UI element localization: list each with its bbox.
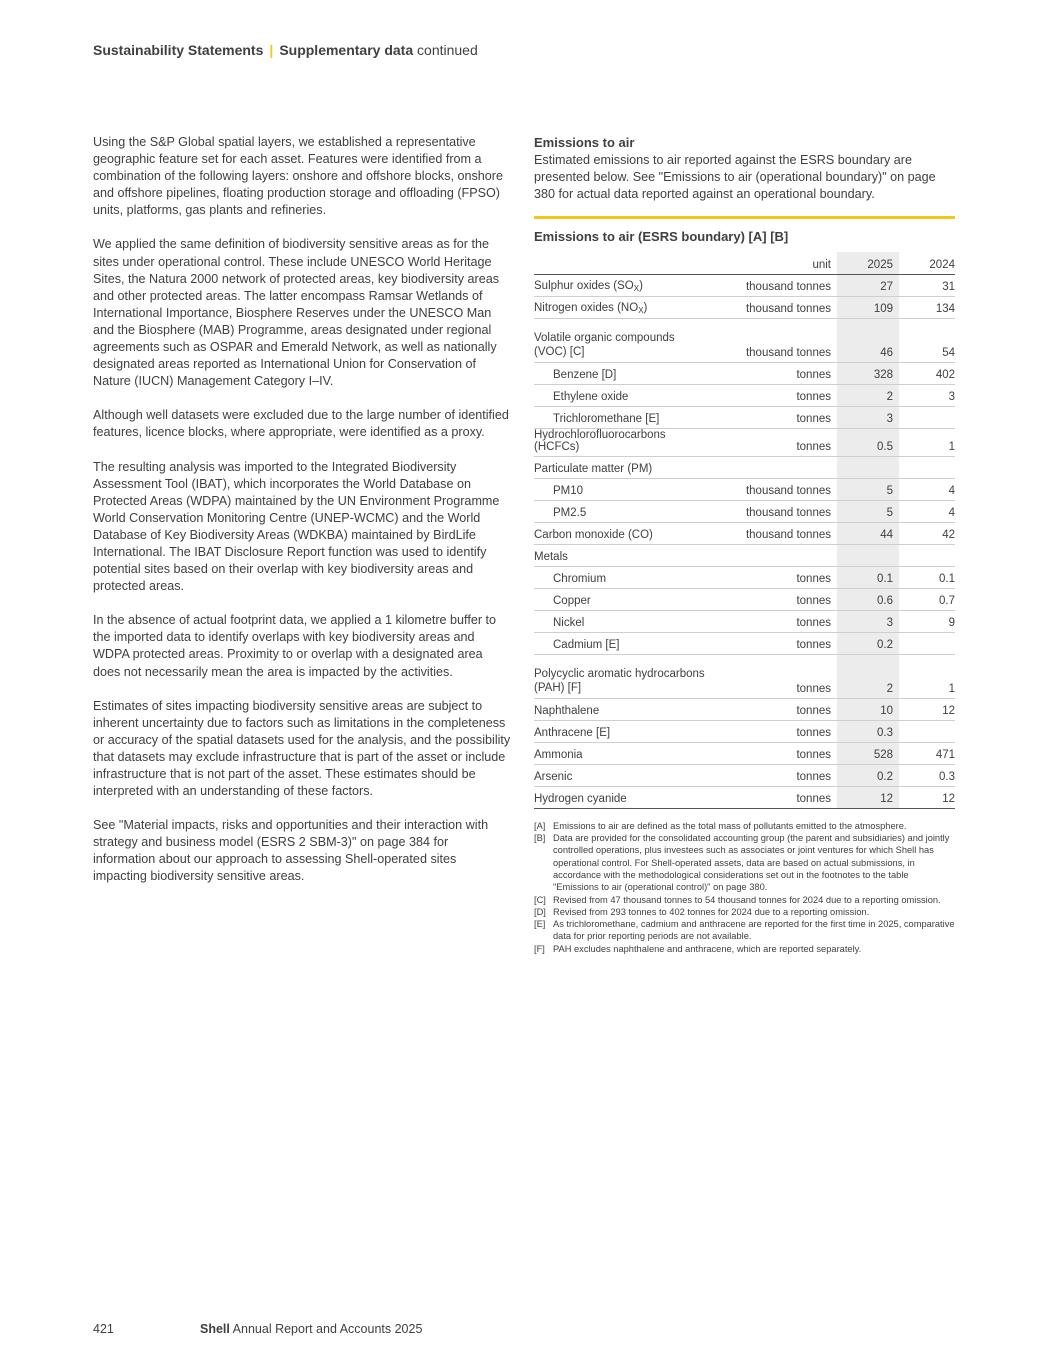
footnote-text: Revised from 293 tonnes to 402 tonnes for 2024 due to a reporting omission. [553,906,870,917]
footnote-key: [B] [534,833,546,844]
header-unit: unit [812,258,831,271]
table-row [534,384,955,406]
paragraph-well-datasets: Although well datasets were excluded due to the large number of identified features, licence blocks, where appropriate, were identified as a proxy. [93,408,509,440]
row-unit: tonnes [796,638,831,651]
table-row [534,786,955,808]
footnote [534,832,955,893]
row-value-2025: 0.2 [837,632,899,654]
header-continued: continued [417,42,478,58]
row-unit: thousand tonnes [745,528,831,541]
row-value-2024: 12 [942,704,955,717]
row-value-2024 [899,720,955,742]
row-value-2024 [899,632,955,654]
running-header [93,42,478,58]
label-text: Nitrogen oxides (NO [534,301,639,314]
paragraph-spatial-layers: Using the S&P Global spatial layers, we established a representative geographic feature set for each asset. Features were identified from a combination of the following layers: onshore and offshore blocks, onshore and offshore pipelines, floating production storage and offloading (FPSO) units, platforms, gas plants and refineries. [93,135,504,218]
label-subscript: X [638,305,644,315]
row-value-2025: 46 [837,318,899,362]
table-row [534,428,955,456]
row-label: Particulate matter (PM) [534,462,653,475]
row-unit: tonnes [796,792,831,805]
table-row [534,478,955,500]
footnote-text: As trichloromethane, cadmium and anthracene are reported for the first time in 2025, comparative data for prior reporting periods are not available. [553,919,955,942]
row-value-2025 [837,456,899,478]
row-value-2025: 109 [837,296,899,318]
row-unit: tonnes [796,594,831,607]
footer-report-title: Annual Report and Accounts 2025 [232,1322,423,1336]
table-row [534,610,955,632]
row-value-2024: 3 [948,390,955,403]
table-row [534,566,955,588]
row-value-2024: 0.3 [939,770,955,783]
row-value-2024 [899,456,955,478]
label-line-2: (PAH) [F] [534,681,582,694]
row-value-2024: 4 [948,506,955,519]
row-label [534,296,711,318]
row-value-2025: 3 [837,406,899,428]
row-value-2024: 0.1 [939,572,955,585]
label-line-2: (VOC) [C] [534,345,585,358]
row-unit: tonnes [796,704,831,717]
table-row [534,362,955,384]
row-label: Metals [534,550,568,563]
paragraph-ibat: The resulting analysis was imported to the Integrated Biodiversity Assessment Tool (IBAT), which incorporates the World Database on Protected Areas (WDPA) maintained by the UN Environment Programme World Conservation Monitoring Centre (UNEP-WCMC) and the World Database of Key Biodiversity Areas (WDKBA) maintained by BirdLife International. The IBAT Disclosure Report function was used to identify potential sites based on their overlap with key biodiversity areas and protected areas. [93,459,500,594]
row-value-2025: 0.3 [837,720,899,742]
table-row [534,296,955,318]
row-value-2025: 10 [837,698,899,720]
row-unit: thousand tonnes [745,280,831,293]
row-unit: tonnes [796,748,831,761]
row-unit: thousand tonnes [745,484,831,497]
paragraph-sensitive-areas: We applied the same definition of biodiversity sensitive areas as for the sites under operational control. These include UNESCO World Heritage Sites, the Natura 2000 network of protected areas, key biodiversity areas and other protected areas. The latter encompass Ramsar Wetlands of International Importance, Biosphere Reserves under the UNESCO Man and the Biosphere (MAB) Programme, areas designated under regional agreements such as OSPAR and Emerald Network, as well as nationally designated areas reported as International Union for Conservation of Nature (IUCN) Management Category I–IV. [93,237,500,389]
table-row [534,522,955,544]
row-value-2025: 0.5 [837,428,899,456]
table-row [534,720,955,742]
row-value-2024: 0.7 [939,594,955,607]
row-value-2025: 27 [837,274,899,296]
row-value-2025: 2 [837,384,899,406]
table-row [534,274,955,296]
footnote-key: [D] [534,906,546,917]
table-row [534,588,955,610]
header-2024: 2024 [929,258,955,271]
row-label [534,274,711,296]
row-unit: thousand tonnes [745,302,831,315]
row-label: Carbon monoxide (CO) [534,528,653,541]
row-unit: thousand tonnes [745,506,831,519]
row-label [534,318,711,362]
label-end: ) [639,279,643,292]
row-value-2025: 5 [837,500,899,522]
row-value-2024: 12 [942,792,955,805]
row-unit: tonnes [796,440,831,453]
row-value-2024 [899,406,955,428]
footnote-text: PAH excludes naphthalene and anthracene, which are reported separately. [553,943,862,954]
footnote-text: Revised from 47 thousand tonnes to 54 thousand tonnes for 2024 due to a reporting omission. [553,894,941,905]
row-unit: tonnes [796,770,831,783]
row-value-2024: 134 [935,302,955,315]
label-subscript: X [633,283,640,293]
header-separator: | [269,42,274,58]
row-label: Ethylene oxide [553,390,629,403]
row-label: Hydrogen cyanide [534,792,627,805]
row-label: Chromium [553,572,607,585]
row-label: Ammonia [534,748,583,761]
footnote [534,820,955,832]
row-label: PM2.5 [553,506,587,519]
label-line-1: Volatile organic compounds [534,331,675,344]
table-accent-rule [534,216,955,219]
table-title: Emissions to air (ESRS boundary) [A] [B] [534,229,789,245]
row-value-2024: 4 [948,484,955,497]
emissions-table [534,252,955,809]
right-column [534,134,955,955]
row-label: Naphthalene [534,704,600,717]
row-unit: tonnes [796,726,831,739]
row-value-2025: 2 [837,654,899,698]
footer-brand: Shell [200,1322,230,1336]
footnote-key: [F] [534,943,545,954]
row-value-2024: 31 [942,280,955,293]
paragraph-buffer: In the absence of actual footprint data, we applied a 1 kilometre buffer to the imported data to identify overlaps with key biodiversity areas and WDPA protected areas. Proximity to or overlap with a designated area does not necessarily mean the area is impacted by the activities. [93,613,497,679]
row-label: Benzene [D] [553,368,617,381]
footnote [534,906,955,918]
row-value-2024: 54 [942,346,955,359]
header-2025: 2025 [837,252,899,274]
row-value-2025 [837,544,899,566]
table-row [534,406,955,428]
footnote-text: Data are provided for the consolidated accounting group (the parent and subsidiaries) and jointly controlled operations, plus investees such as associates or joint ventures for which Shell has operational control. For Shell-operated assets, data are based on actual submissions, in accordance with the methodological considerations set out in the footnotes to the table "Emissions to air (operational control)" on page 380. [553,833,950,893]
row-label: Anthracene [E] [534,726,611,739]
footnote-text: Emissions to air are defined as the total mass of pollutants emitted to the atmosphere. [553,820,907,831]
row-label: Nickel [553,616,585,629]
label-line-1: Polycyclic aromatic hydrocarbons [534,667,705,680]
table-row [534,764,955,786]
row-unit: thousand tonnes [745,346,831,359]
row-value-2024 [899,544,955,566]
footnote-key: [C] [534,894,546,905]
row-label: Copper [553,594,591,607]
row-value-2025: 12 [837,786,899,808]
row-label [534,654,711,698]
header-subsection: Supplementary data [279,42,414,58]
row-label: Trichloromethane [E] [553,412,660,425]
table-row [534,456,955,478]
row-unit: tonnes [796,412,831,425]
row-value-2024: 402 [935,368,955,381]
table-row [534,698,955,720]
header-label [534,252,711,274]
row-label: PM10 [553,484,584,497]
row-unit [711,544,837,566]
section-intro: Estimated emissions to air reported against the ESRS boundary are presented below. See "Emissions to air (operational boundary)" on page 380 for actual data reported against an operational boundary. [534,153,936,202]
footnote-key: [A] [534,820,546,831]
table-header-row [534,252,955,274]
row-unit: tonnes [796,390,831,403]
page-number: 421 [93,1322,114,1336]
footnote [534,918,955,943]
row-value-2024: 9 [948,616,955,629]
page-footer [93,1322,422,1336]
row-value-2025: 0.6 [837,588,899,610]
row-value-2025: 44 [837,522,899,544]
table-row [534,544,955,566]
table-row [534,742,955,764]
table-row [534,654,955,698]
row-value-2024: 1 [948,682,955,695]
row-label: Cadmium [E] [553,638,620,651]
row-unit [711,456,837,478]
row-value-2024: 1 [948,440,955,453]
row-value-2025: 328 [837,362,899,384]
footnote [534,943,955,955]
row-value-2025: 5 [837,478,899,500]
footnote [534,894,955,906]
row-value-2025: 528 [837,742,899,764]
row-value-2025: 3 [837,610,899,632]
header-section: Sustainability Statements [93,42,264,58]
paragraph-see-also: See "Material impacts, risks and opportunities and their interaction with strategy and business model (ESRS 2 SBM-3)" on page 384 for information about our approach to assessing Shell-operated sites impacting biodiversity sensitive areas. [93,818,489,884]
row-value-2024: 42 [942,528,955,541]
row-unit: tonnes [796,572,831,585]
table-row [534,632,955,654]
row-unit: tonnes [796,616,831,629]
row-label: Arsenic [534,770,573,783]
row-unit: tonnes [796,368,831,381]
table-row [534,500,955,522]
paragraph-uncertainty: Estimates of sites impacting biodiversity sensitive areas are subject to inherent uncertainty due to factors such as limitations in the completeness or accuracy of the spatial datasets used for the analysis, and the possibility that datasets may exclude infrastructure that is part of the asset or include infrastructure that is not part of the asset. These estimates should be interpreted with an understanding of these factors. [93,698,511,799]
row-label: Hydrochlorofluorocarbons (HCFCs) [534,428,666,453]
footnote-key: [E] [534,919,546,930]
table-row [534,318,955,362]
row-unit: tonnes [796,682,831,695]
row-value-2025: 0.2 [837,764,899,786]
row-value-2024: 471 [935,748,955,761]
table-footnotes [534,820,955,955]
row-value-2025: 0.1 [837,566,899,588]
label-text: Sulphur oxides (SO [534,279,634,292]
label-end: ) [643,301,648,314]
section-title: Emissions to air [534,135,635,150]
left-column [93,134,513,903]
